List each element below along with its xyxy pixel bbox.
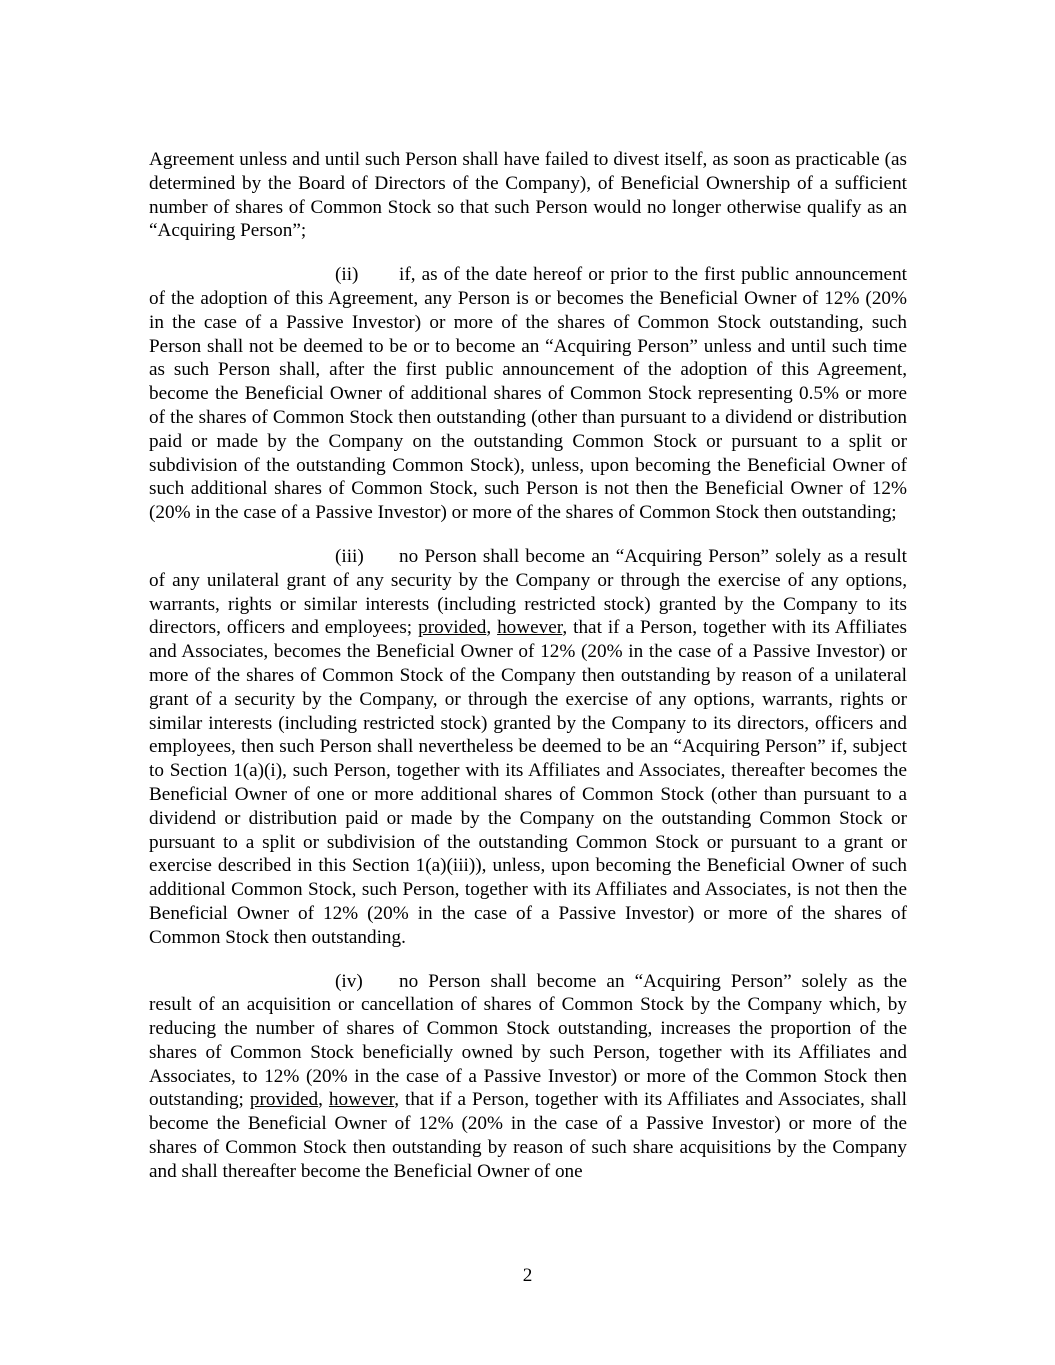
clause-text-rest: , that if a Person, together with its Affiliates and Associates, becomes the Beneficial Owner of 12% (20% in the case of a Passive Investor) or more of the shares of Common Stock of the Company then outstanding by reason of a unilateral grant of a security by the Company, or through the exercise of any options, warrants, rights or similar interests (including restricted stock) granted by the Company to its directors, officers and employees, then such Person shall nevertheless be deemed to be an “Acquiring Person” if, subject to Section 1(a)(i), such Person, together with its Affiliates and Associates, thereafter becomes the Beneficial Owner of one or more additional shares of Common Stock (other than pursuant to a dividend or distribution paid or made by the Company on the outstanding Common Stock or pursuant to a split or subdivision of the outstanding Common Stock or pursuant to a grant or exercise described in this Section 1(a)(iii)), unless, upon becoming the Beneficial Owner of such additional Common Stock, such Person, together with its Affiliates and Associates, is not then the Beneficial Owner of 12% (20% in the case of a Passive Investor) or more of the shares of Common Stock then outstanding. [149, 617, 908, 948]
page-number: 2 [522, 1265, 533, 1286]
clause-text: no Person shall become an “Acquiring Person” solely as the result of an acquisition or cancellation of shares of Common Stock by the Company which, by reducing the number of shares of Common Stock outstanding, increases the proportion of the shares of Common Stock beneficially owned by such Person, together with its Affiliates and Associates, to 12% (20% in the case of a Passive Investor) or more of the Common Stock then outstanding; [149, 970, 907, 1111]
clause-number: (iii) [335, 545, 364, 567]
paragraph-iii [149, 545, 907, 950]
provided-term: provided [418, 617, 487, 639]
however-term: however [328, 1089, 395, 1111]
provided-term: provided [249, 1089, 319, 1111]
paragraph-continuation: Agreement unless and until such Person shall have failed to divest itself, as soon as practicable (as determined by the Board of Directors of the Company), of Beneficial Ownership of a sufficient number of shares of Common Stock so that such Person would no longer otherwise qualify as an “Acquiring Person”; [149, 149, 907, 242]
paragraph-ii [149, 263, 907, 525]
paragraph-iv [149, 970, 907, 1184]
clause-number: (ii) [335, 264, 359, 286]
clause-number: (iv) [335, 970, 363, 992]
clause-text: no Person shall become an “Acquiring Person” solely as a result of any unilateral grant of any security by the Company or through the exercise of any options, warrants, rights or similar interests (including restricted stock) granted by the Company to its directors, officers and employees; [149, 545, 907, 639]
document-body [149, 148, 907, 1204]
clause-text-rest: , that if a Person, together with its Affiliates and Associates, shall become the Beneficial Owner of 12% (20% in the case of a Passive Investor) or more of the shares of Common Stock then outstanding by reason of such share acquisitions by the Company and shall thereafter become the Beneficial Owner of one [149, 1089, 907, 1182]
however-term: however [497, 617, 563, 639]
clause-text: if, as of the date hereof or prior to the first public announcement of the adoption of this Agreement, any Person is or becomes the Beneficial Owner of 12% (20% in the case of a Passive Investor) or more of the shares of Common Stock outstanding, such Person shall not be deemed to be or to become an “Acquiring Person” unless and until such time as such Person shall, after the first public announcement of the adoption of this Agreement, become the Beneficial Owner of additional shares of Common Stock representing 0.5% or more of the shares of Common Stock then outstanding (other than pursuant to a dividend or distribution paid or made by the Company on the outstanding Common Stock or pursuant to a split or subdivision of the outstanding Common Stock), unless, upon becoming the Beneficial Owner of such additional shares of Common Stock, such Person is not then the Beneficial Owner of 12% (20% in the case of a Passive Investor) or more of the shares of Common Stock then outstanding; [149, 264, 907, 524]
comma: , [486, 617, 498, 639]
comma: , [318, 1089, 329, 1111]
